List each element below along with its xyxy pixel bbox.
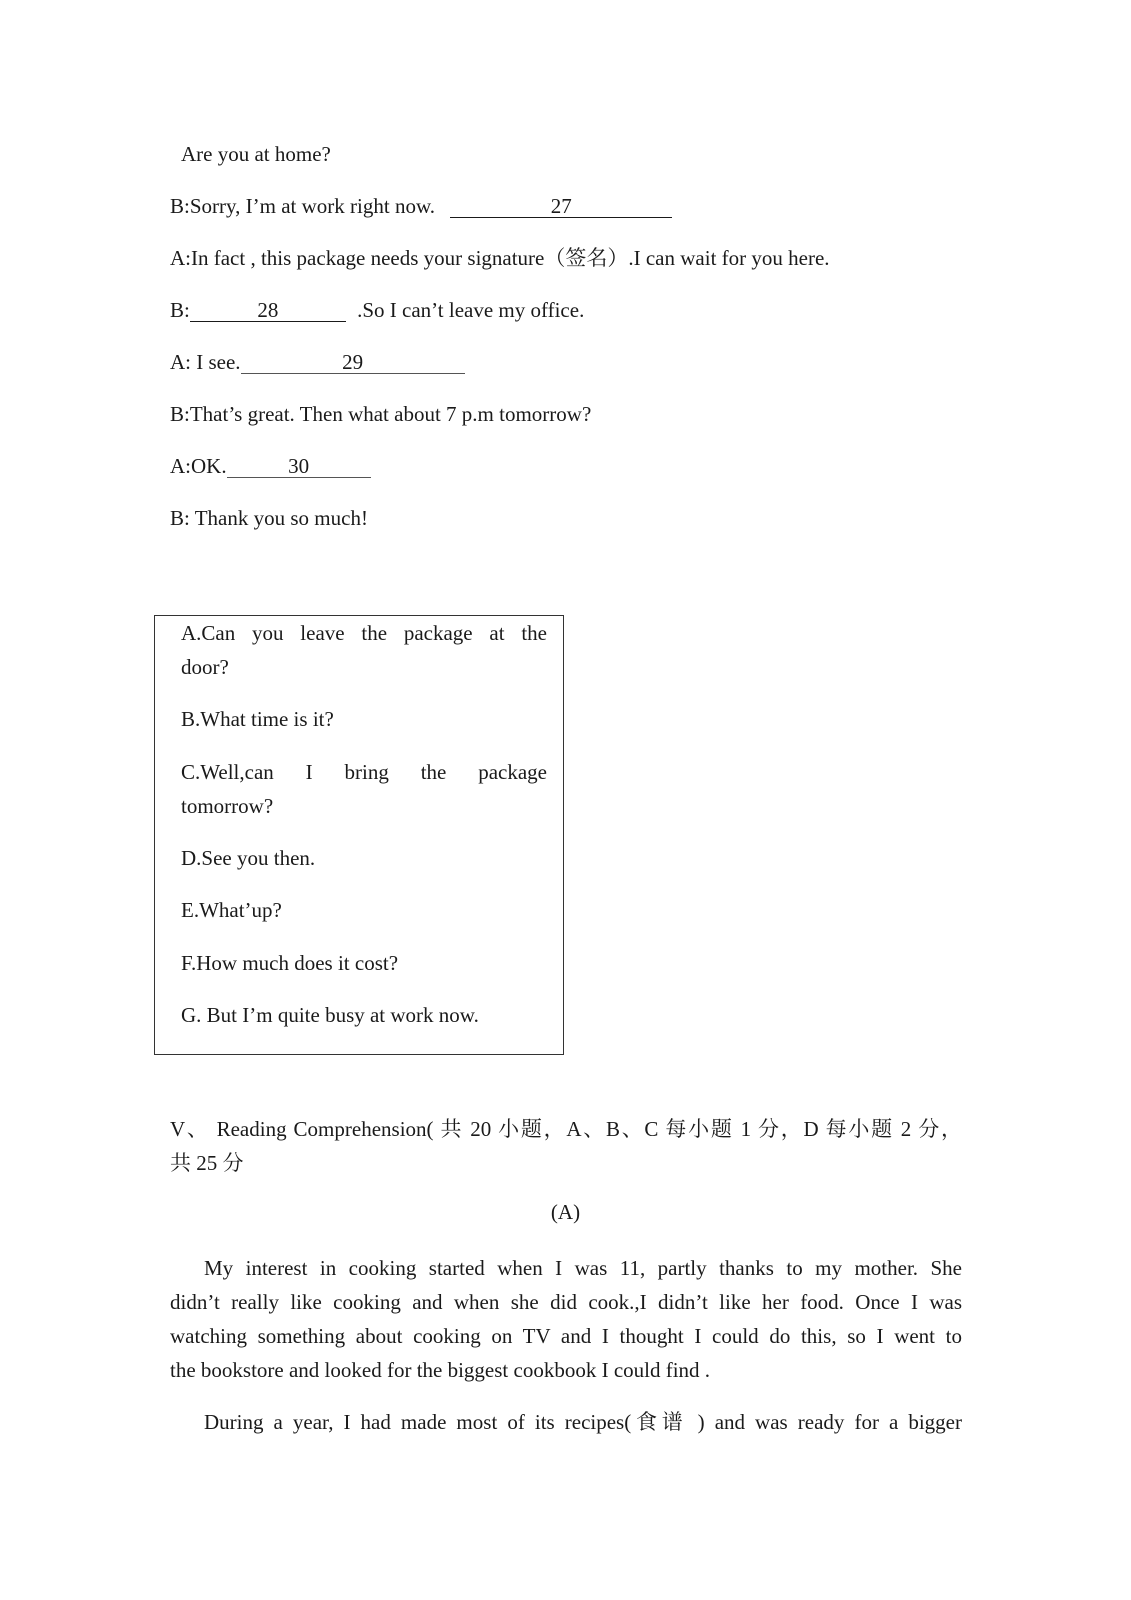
passage-paragraph-1 (170, 1251, 962, 1387)
passage-p1-row-2: didn’t really like cooking and when she did cook.,I didn’t like her food. Once I was (170, 1290, 962, 1314)
answer-blank-29[interactable] (241, 351, 465, 374)
dialogue-line-8: B: Thank you so much! (170, 506, 368, 530)
passage-p1-row-3: watching something about cooking on TV and I thought I could do this, so I went to (170, 1324, 962, 1348)
dialogue-line-1: Are you at home? (181, 142, 331, 166)
dialogue-line-2-text: B:Sorry, I’m at work right now. (170, 194, 435, 218)
dialogue-line-5-text: A: I see. (170, 350, 241, 374)
option-d: D.See you then. (181, 846, 316, 870)
dialogue-line-5 (170, 349, 465, 375)
blank-27-number: 27 (550, 194, 572, 218)
options-box (154, 615, 564, 1055)
blank-29-number: 29 (342, 350, 364, 374)
dialogue-line-4-suffix: .So I can’t leave my office. (357, 298, 585, 322)
section-heading (170, 1112, 962, 1180)
option-a-line-1: A.Can you leave the package at the (181, 621, 547, 645)
section-heading-line-2: 共 25 分 (170, 1151, 244, 1175)
dialogue-line-7-text: A:OK. (170, 454, 227, 478)
option-f: F.How much does it cost? (181, 951, 399, 975)
section-heading-line-1: V、 Reading Comprehension( 共 20 小题，A、B、C 每小题 1 分，D 每小题 2 分， (170, 1117, 962, 1141)
blank-30-number: 30 (288, 454, 310, 478)
dialogue-line-2 (170, 193, 672, 219)
answer-blank-28[interactable] (190, 299, 346, 322)
answer-blank-27[interactable] (450, 195, 672, 218)
option-b: B.What time is it? (181, 707, 334, 731)
answer-blank-30[interactable] (227, 455, 371, 478)
passage-p1-row-4: the bookstore and looked for the biggest cookbook I could find . (170, 1358, 711, 1382)
dialogue-line-4-prefix: B: (170, 298, 190, 322)
blank-28-number: 28 (257, 298, 279, 322)
dialogue-line-3: A:In fact , this package needs your signature（签名）.I can wait for you here. (170, 246, 830, 270)
dialogue-line-7 (170, 453, 371, 479)
option-e: E.What’up? (181, 898, 282, 922)
option-a-line-2: door? (181, 655, 229, 679)
option-c-line-1: C.Well,can I bring the package (181, 760, 547, 784)
dialogue-line-6: B:That’s great. Then what about 7 p.m tomorrow? (170, 402, 592, 426)
passage-paragraph-2 (170, 1405, 962, 1439)
option-c-line-2: tomorrow? (181, 794, 274, 818)
passage-p2-row-1: During a year, I had made most of its recipes(食谱 ) and was ready for a bigger (204, 1410, 962, 1434)
dialogue-line-4 (170, 297, 584, 323)
option-g: G. But I’m quite busy at work now. (181, 1003, 479, 1027)
passage-label: (A) (550, 1200, 581, 1224)
passage-p1-row-1: My interest in cooking started when I was 11, partly thanks to my mother. She (204, 1256, 962, 1280)
